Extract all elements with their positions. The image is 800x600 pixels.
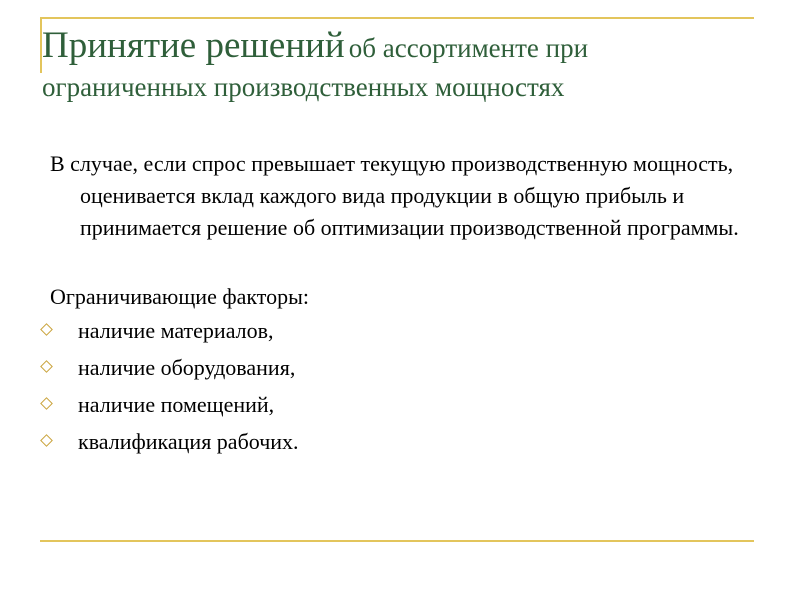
diamond-bullet-icon: [40, 434, 53, 447]
list-item-label: наличие материалов,: [78, 318, 274, 343]
diamond-bullet-icon: [40, 323, 53, 336]
list-item: [50, 391, 770, 419]
factors-list: [50, 317, 770, 456]
top-rule: [40, 17, 754, 19]
diamond-bullet-icon: [40, 397, 53, 410]
list-item-label: наличие оборудования,: [78, 355, 296, 380]
intro-paragraph: В случае, если спрос превышает текущую производственную мощность, оценивается вклад каждого вида продукции в общую прибыль и принимается решение об оптимизации производственной программы.: [50, 151, 739, 240]
diamond-bullet-icon: [40, 360, 53, 373]
list-item: [50, 428, 770, 456]
list-item-label: наличие помещений,: [78, 392, 275, 417]
title-line-2: ограниченных производственных мощностях: [42, 71, 565, 102]
title-part-2: об ассортименте при: [348, 33, 589, 63]
factors-heading: Ограничивающие факторы:: [50, 284, 309, 309]
list-item-label: квалификация рабочих.: [78, 429, 299, 454]
title-part-1: Принятие решений: [42, 25, 345, 66]
bottom-rule: [40, 540, 754, 542]
slide-body: [50, 148, 770, 465]
list-item: [50, 317, 770, 345]
list-item: [50, 354, 770, 382]
slide-title: [42, 26, 762, 102]
